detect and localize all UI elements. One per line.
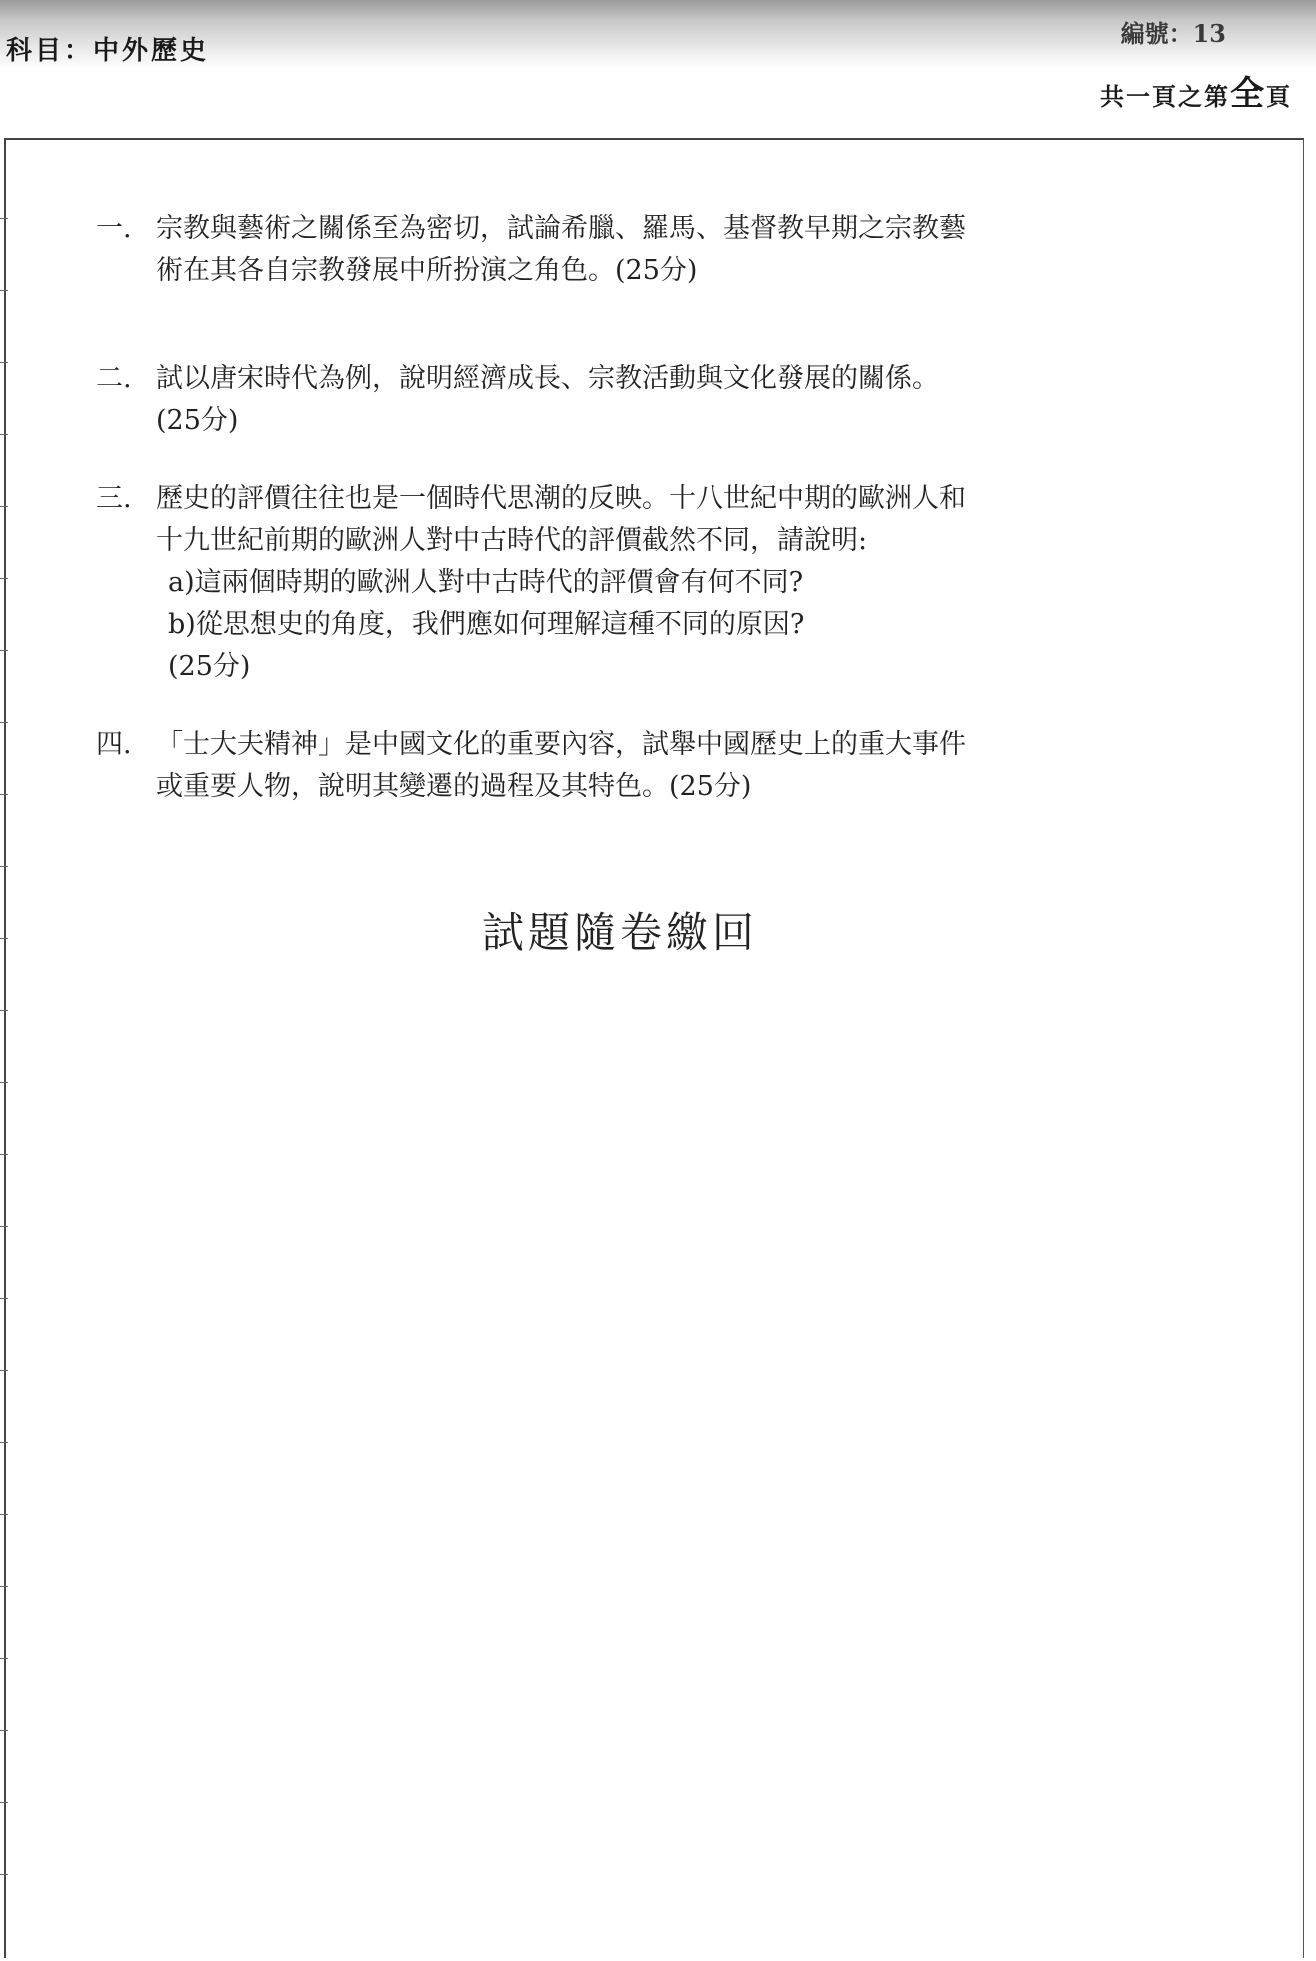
question-sub-line: b)從思想史的角度，我們應如何理解這種不同的原因? xyxy=(168,609,805,640)
scan-tick xyxy=(0,866,8,867)
scan-tick xyxy=(0,1226,8,1227)
scan-tick xyxy=(0,1514,8,1515)
scan-tick xyxy=(0,290,8,291)
scan-tick xyxy=(0,218,8,219)
question-list xyxy=(96,208,1086,874)
scan-tick xyxy=(0,1802,8,1803)
question-sub-line: (25分) xyxy=(168,651,251,682)
exam-code: 編號：13 xyxy=(1120,19,1226,48)
page-count-prefix: 共一頁之第 xyxy=(1100,82,1230,111)
question-line: 術在其各自宗教發展中所扮演之角色。(25分) xyxy=(156,255,698,286)
scan-tick xyxy=(0,1730,8,1731)
scan-tick xyxy=(0,1874,8,1875)
scan-tick xyxy=(0,578,8,579)
question-line: 十九世紀前期的歐洲人對中古時代的評價截然不同，請說明: xyxy=(156,525,868,556)
question-number: 四. xyxy=(96,729,132,760)
scan-tick xyxy=(0,1442,8,1443)
scan-tick xyxy=(0,722,8,723)
scan-tick xyxy=(0,938,8,939)
subject-label: 科目：中外歷史 xyxy=(6,36,210,66)
scan-tick xyxy=(0,434,8,435)
page-count-which: 全 xyxy=(1230,74,1266,114)
return-exam-note: 試題隨卷繳回 xyxy=(481,908,758,957)
question-body xyxy=(156,208,966,292)
question-number: 一. xyxy=(96,213,132,244)
question-line: 「士大夫精神」是中國文化的重要內容，試舉中國歷史上的重大事件 xyxy=(156,729,966,760)
scan-tick xyxy=(0,1370,8,1371)
question-body xyxy=(156,478,966,688)
question-number: 二. xyxy=(96,363,132,394)
scan-tick xyxy=(0,1010,8,1011)
question-1 xyxy=(96,208,1086,292)
scan-tick xyxy=(0,1586,8,1587)
question-line: (25分) xyxy=(156,405,239,436)
question-number: 三. xyxy=(96,483,132,514)
scan-tick xyxy=(0,794,8,795)
scan-tick xyxy=(0,1658,8,1659)
question-3 xyxy=(96,478,1086,688)
scan-tick xyxy=(0,506,8,507)
scan-tick xyxy=(0,1082,8,1083)
scan-tick xyxy=(0,1154,8,1155)
question-2 xyxy=(96,358,1086,442)
page-count xyxy=(1100,66,1292,115)
scan-tick xyxy=(0,1298,8,1299)
page-count-suffix: 頁 xyxy=(1266,82,1292,111)
question-line: 或重要人物，說明其變遷的過程及其特色。(25分) xyxy=(156,771,752,802)
question-sub-line: a)這兩個時期的歐洲人對中古時代的評價會有何不同? xyxy=(168,567,804,598)
question-line: 宗教與藝術之關係至為密切，試論希臘、羅馬、基督教早期之宗教藝 xyxy=(156,213,966,244)
scan-tick xyxy=(0,362,8,363)
question-4 xyxy=(96,724,1086,808)
question-body xyxy=(156,358,939,442)
question-line: 歷史的評價往往也是一個時代思潮的反映。十八世紀中期的歐洲人和 xyxy=(156,483,966,514)
question-line: 試以唐宋時代為例，說明經濟成長、宗教活動與文化發展的關係。 xyxy=(156,363,939,394)
question-body xyxy=(156,724,966,808)
scan-tick xyxy=(0,650,8,651)
